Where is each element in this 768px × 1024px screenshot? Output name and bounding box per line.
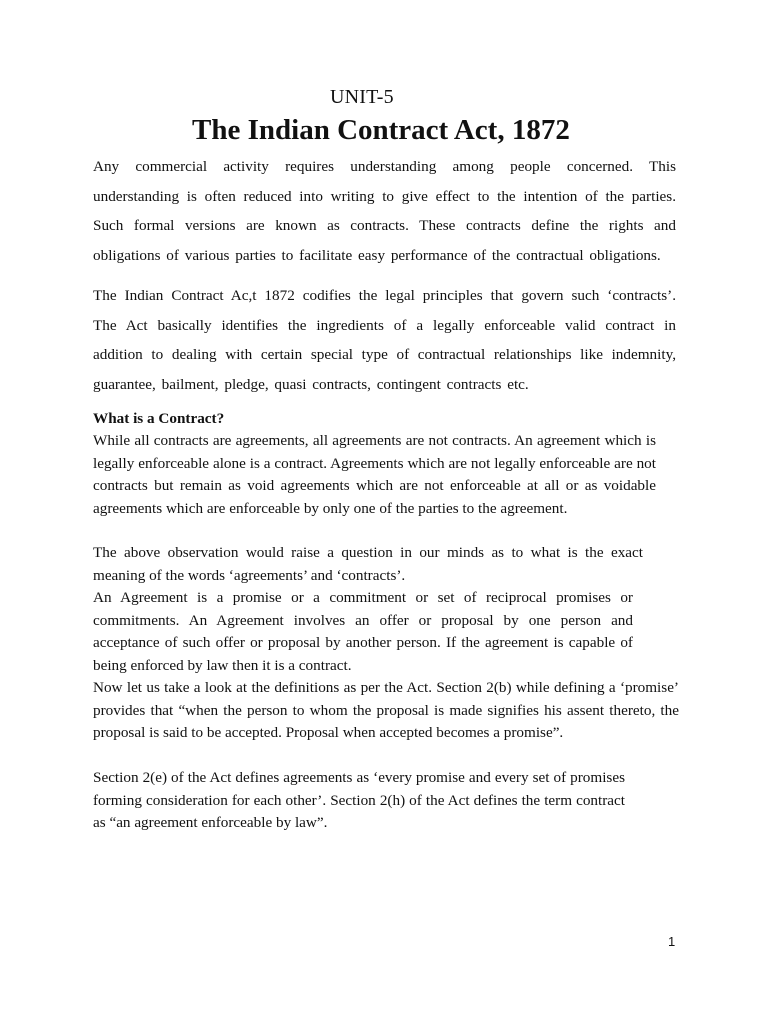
paragraph-intro: Any commercial activity requires understanding among people concerned. This understanding is often reduced into writing to give effect to the intention of the parties. Such formal versions are known as contracts. These contracts define the rights and obligations of various parties to facilitate easy performance of the contractual obligations. bbox=[93, 158, 676, 264]
paragraph-question: The above observation would raise a question in our minds as to what is the exact meaning of the words ‘agreements’ and ‘contracts’. bbox=[93, 544, 643, 584]
paragraph-agreements-vs-contracts: While all contracts are agreements, all agreements are not contracts. An agreement which is legally enforceable alone is a contract. Agreements which are not legally enforceable are not contracts but remain as void agreements which are not enforceable at all or as voidable agreements which are enforceable by only one of the parties to the agreement. bbox=[93, 432, 656, 517]
document-title: The Indian Contract Act, 1872 bbox=[192, 114, 570, 146]
unit-label: UNIT-5 bbox=[330, 86, 394, 108]
paragraph-act-overview: The Indian Contract Ac,t 1872 codifies the legal principles that govern such ‘contracts’. The Act basically identifies the ingredients of a legally enforceable valid contract in addition to dealing with certain special type of contractual relationships like indemnity, guarantee, bailment, pledge, quasi contracts, contingent contracts etc. bbox=[93, 287, 676, 393]
section-heading-what-is-contract: What is a Contract? bbox=[93, 410, 225, 427]
paragraph-section-2e-2h: Section 2(e) of the Act defines agreements as ‘every promise and every set of promises forming consideration for each other’. Section 2(h) of the Act defines the term contract as “an agreement enforceable by law”. bbox=[93, 769, 625, 831]
paragraph-section-2b: Now let us take a look at the definitions as per the Act. Section 2(b) while defining a ‘promise’ provides that “when the person to whom the proposal is made signifies his assent thereto, the proposal is said to be accepted. Proposal when accepted becomes a promise”. bbox=[93, 679, 679, 741]
paragraph-agreement-definition: An Agreement is a promise or a commitment or set of reciprocal promises or commitments. An Agreement involves an offer or proposal by one person and acceptance of such offer or proposal by another person. If the agreement is capable of being enforced by law then it is a contract. bbox=[93, 589, 633, 674]
page-number: 1 bbox=[668, 934, 676, 949]
